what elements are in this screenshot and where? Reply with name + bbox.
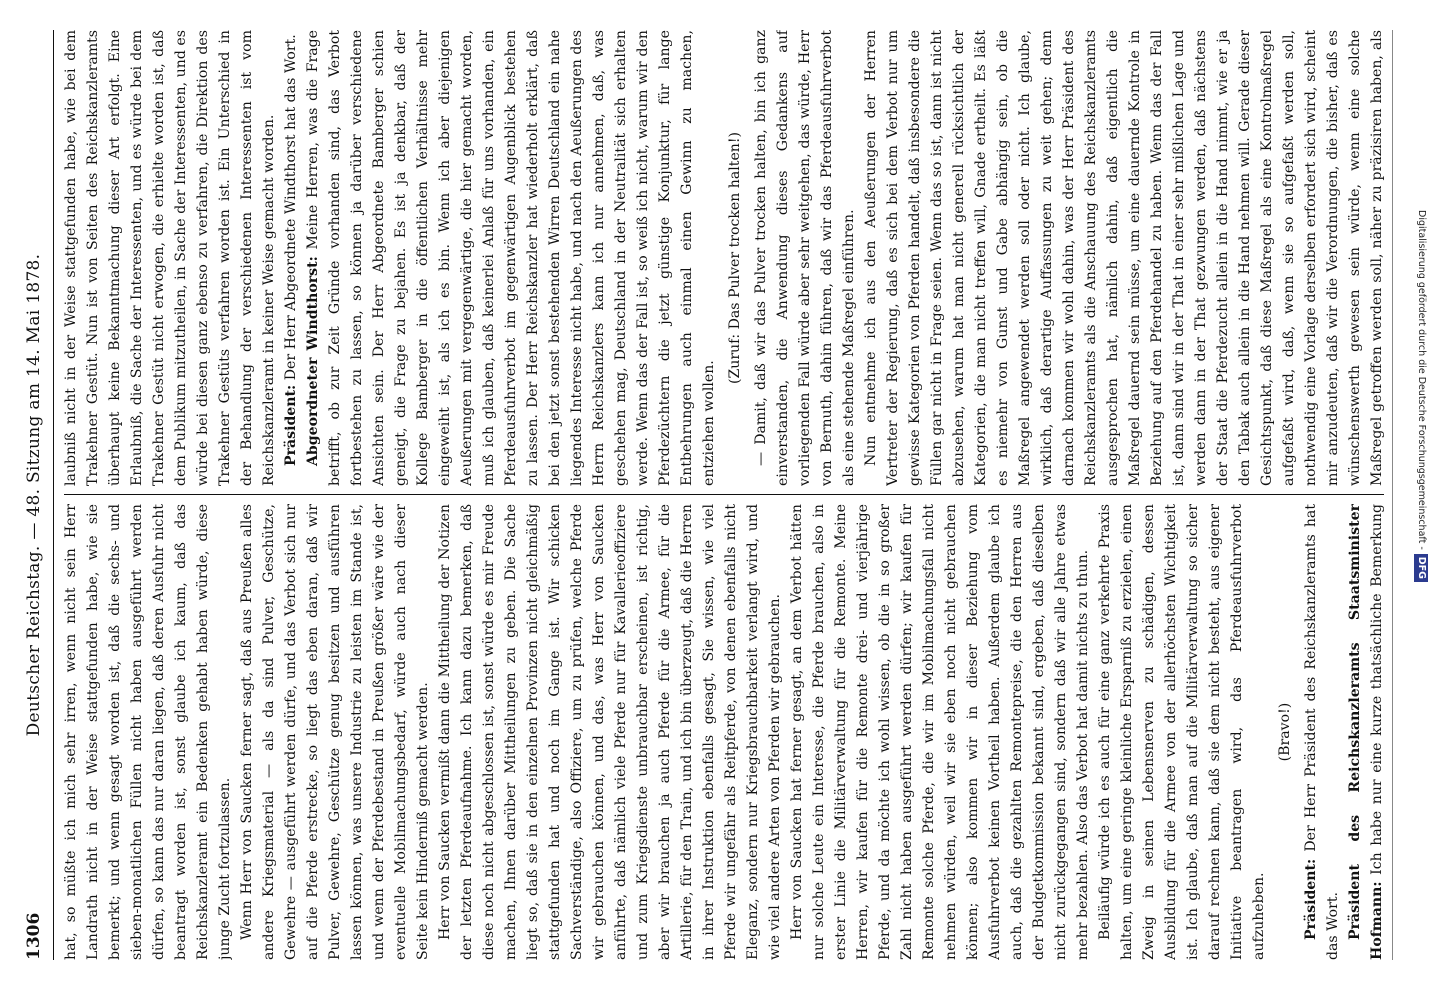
paragraph: laubniß nicht in der Weise stattgefunden habe, wie bei dem Trakehner Gestüt. Nun ist von Seiten des Reichskanzleramts überhaupt keine Bekanntmachung dieser Art erfolgt. Eine Erlaubniß, die Sache der Interessenten, und es würde bei dem Trakehner Gestüt nicht erwogen, die erhielte worden ist, daß dem Publikum mitzutheilen, in Sache der Interessenten, und es würde bei diesen ganz ebenso zu verfahren, die Direktion des Trakehner Gestüts verfahren worden ist. Ein Unterschied in der Behandlung der verschiedenen Interessenten ist vom Reichskanzleramt in keiner Weise gemacht worden. — [63, 30, 277, 486]
speaker-label: Präsident des Reichskanzleramts Staatsminister Hofmann: — [1347, 504, 1385, 960]
paragraph: Herr von Saucken vermißt dann die Mittheilung der Notizen der letzten Pferdeaufnahme. Ich kann dazu bemerken, daß diese noch nicht abgeschlossen ist, sonst würde es mir Freude machen, Ihnen darüber Mittheilungen zu geben. Die Sache liegt so, daß sie in den einzelnen Provinzen nicht gleichmäßig stattgefunden hat und noch im Gange ist. Wir schicken Sachverständige, also Offiziere, um zu prüfen, welche Pferde wir gebrauchen können, und das, was Herr von Saucken anführte, daß nämlich viele Pferde nur für Kavallerieoffiziere und zum Kriegsdienste unbrauchbar erscheinen, ist richtig, aber wir brauchen ja auch Pferde für die Armee, für die Artillerie, für den Train, und ich bin überzeugt, daß die Herren in ihrer Instruktion ebenfalls gesagt, Sie wissen, wie viel Pferde wir ungefähr als Reitpferde, von denen ebenfalls nicht Eleganz, sondern nur Kriegsbrauchbarkeit verlangt wird, und wie viel andere Arten von Pferden wir gebrauchen. — [437, 504, 783, 960]
speech-text: Der Herr Präsident des Reichskanzleramts hat das Wort. — [1303, 504, 1341, 960]
speech-text: Ich habe nur eine kurze thatsächliche Bemerkung — [1369, 504, 1385, 875]
interjection-bravo: (Bravo!) — [1277, 702, 1293, 762]
column-rule — [64, 494, 1384, 495]
speech-president — [280, 30, 302, 486]
running-head — [20, 30, 54, 960]
paragraph: Herr von Saucken hat ferner gesagt, an dem Verbot hätten nur solche Leute ein Interesse, die Pferde brauchen, also in erster Linie die Militärverwaltung für die Remonte. Meine Herren, wir kaufen für die Remonte drei- und vierjährige Pferde, und da möchte ich wohl wissen, ob die in so großer Zahl nicht haben ausgeführt werden dürfen; wir kaufen für Remonte solche Pferde, die wir im Mobilmachungsfall nicht nehmen würden, weil wir sie eben noch nicht gebrauchen können; also kommen wir in dieser Beziehung vom Ausfuhrverbot keinen Vortheil haben. Außerdem glaube ich auch, daß die gezahlten Remontepreise, die den Herren aus der Budgetkommission bekannt sind, ergeben, daß dieselben nicht zurückgegangen sind, sondern daß wir alle Jahre etwas mehr bezahlen. Also das Verbot hat damit nichts zu thun. — [789, 504, 1091, 960]
paragraph: Beiläufig würde ich es auch für eine ganz verkehrte Praxis halten, um eine geringe kleinliche Ersparniß zu erzielen, einen Zweig in seinen Lebensnerven zu schädigen, dessen Ausbildung für die Armee von der allerhöchsten Wichtigkeit ist. Ich glaube, daß man auf die Militärverwaltung so sicher darauf rechnen kann, daß sie dem nicht besteht, aus eigener Initiative beantragen wird, das Pferdeausfuhrverbot aufzuheben. — [1097, 504, 1267, 960]
bottom-rule — [1392, 30, 1393, 960]
page-number: 1306 — [24, 912, 44, 960]
paragraph: hat, so müßte ich mich sehr irren, wenn nicht sein Herr Landrath nicht in der Weise stattgefunden habe, wie sie bemerkt; und wenn gesagt worden ist, daß die sechs- und sieben-monatlichen Füllen nicht haben ausgeführt werden dürfen, so kann das nur daran liegen, daß deren Ausfuhr nicht beantragt worden ist, sonst glaube ich kaum, daß das Reichskanzleramt ein Bedenken gehabt haben würde, diese junge Zucht fortzulassen. — [63, 504, 233, 960]
speaker-label: Abgeordneter Windthorst: — [305, 256, 321, 466]
speech-president — [1300, 504, 1344, 960]
digitization-attribution — [1412, 0, 1430, 1000]
speaker-label: Präsident: — [283, 384, 299, 466]
speech-text: Der Herr Abgeordnete Windthorst hat das Wort. — [283, 34, 299, 381]
attribution-text: Digitalisierung gefördert durch die Deutsche Forschungsgemeinschaft - — [1416, 210, 1427, 550]
speech-text: Meine Herren, was die Frage betrifft, ob zur Zeit Gründe vorhanden sind, das Verbot fortbestehen zu lassen, so können ja darüber verschiedene Ansichten sein. Der Herr Abgeordnete Bamberger schien geneigt, die Frage zu bejahen. Es ist ja denkbar, daß der Kollege Bamberger in die öffentlichen Verhältnisse mehr eingeweiht ist, als ich es bin. Wenn ich aber diejenigen Aeußerungen mit vergegenwärtige, die hier gemacht worden, muß ich glauben, daß keinerlei Anlaß für uns vorhanden, ein Pferdeausfuhrverbot im gegenwärtigen Augenblick bestehen zu lassen. Der Herr Reichskanzler hat wiederholt erklärt, daß bei den jetzt sonst bestehenden Wirren Deutschland ein nahe liegendes Interesse nicht habe, und nach den Aeußerungen des Herrn Reichskanzlers kann ich nur annehmen, daß, was geschehen mag, Deutschland in der Neutralität sich erhalten werde. Wenn das der Fall ist, so weiß ich nicht, warum wir den Pferdezüchtern die jetzt günstige Konjunktur, für lange Entbehrungen auch einmal einen Gewinn zu machen, entziehen wollen. — [305, 30, 717, 486]
speech-windthorst — [302, 30, 720, 486]
page-title: Deutscher Reichstag. — 48. Sitzung am 14. Mai 1878. — [24, 253, 44, 737]
right-column — [60, 30, 1390, 486]
paragraph: Nun entnehme ich aus den Aeußerungen der Herren Vertreter der Regierung, daß es sich bei dem Verbot nur um gewisse Kategorien von Pferden handelt, daß insbesondere die Füllen gar nicht in Frage seien. Wenn das so ist, dann ist nicht abzusehen, warum hat man nicht generell rücksichtlich der Kategorien, die man nicht treffen will, Gnade ertheilt. Es läßt es niemehr von Gunst und Gabe abhängig sein, ob die Maßregel angewendet werden soll oder nicht. Ich glaube, wirklich, daß derartige Auffassungen zu weit gehen; denn darnach kommen wir wohl dahin, was der Herr Präsident des Reichskanzleramts als die Anschauung des Reichskanzleramts ausgesprochen hat, nämlich dahin, daß eigentlich die Maßregel dauernd sein müsse, um eine dauernde Kontrole in Beziehung auf den Pferdehandel zu haben. Wenn das der Fall ist, dann sind wir in der That in einer sehr mißlichen Lage und werden dann in der That gezwungen werden, daß nächstens der Staat die Pferdezucht allein in die Hand nimmt, wie er ja den Tabak auch allein in die Hand nehmen will. Gerade dieser Gesichtspunkt, daß diese Maßregel als eine Kontrolmaßregel aufgefaßt wird, daß, wenn sie so aufgefaßt werden soll, nothwendig eine Vorlage derselben erfordert sich wird, scheint mir anzudeuten, daß wir die Verordnungen, die bisher, daß es wünschenswerth gewesen sein würde, wenn eine solche Maßregel getroffen werden soll, näher zu präzisiren haben, als — [863, 30, 1385, 486]
speaker-label: Präsident: — [1303, 858, 1319, 940]
dfg-logo: DFG — [1414, 554, 1428, 582]
interjection-zuruf: (Zuruf: Das Pulver trocken halten!) — [727, 131, 743, 385]
left-column — [60, 504, 1390, 960]
paragraph: — Damit, daß wir das Pulver trocken halten, bin ich ganz einverstanden, die Anwendung dieses Gedankens auf vorliegenden Fall würde aber sehr weitgehen, das würde, Herr von Bernuth, dahin führen, daß wir das Pferdeausfuhrverbot als eine stehende Maßregel einführen. — [753, 30, 857, 486]
paragraph: Wenn Herr von Saucken ferner sagt, daß aus Preußen alles andere Kriegsmaterial — als da sind Pulver, Geschütze, Gewehre — ausgeführt werden dürfe, und das Verbot sich nur auf die Pferde erstrecke, so liegt das eben daran, daß wir Pulver, Gewehre, Geschütze genug besitzen und ausführen lassen können, was unsere Industrie zu leisten im Stande ist, und wenn der Pferdebestand in Preußen größer wäre wie der eventuelle Mobilmachungsbedarf, würde auch nach dieser Seite kein Hinderniß gemacht werden. — [239, 504, 431, 960]
speech-president-rka — [1344, 504, 1390, 960]
